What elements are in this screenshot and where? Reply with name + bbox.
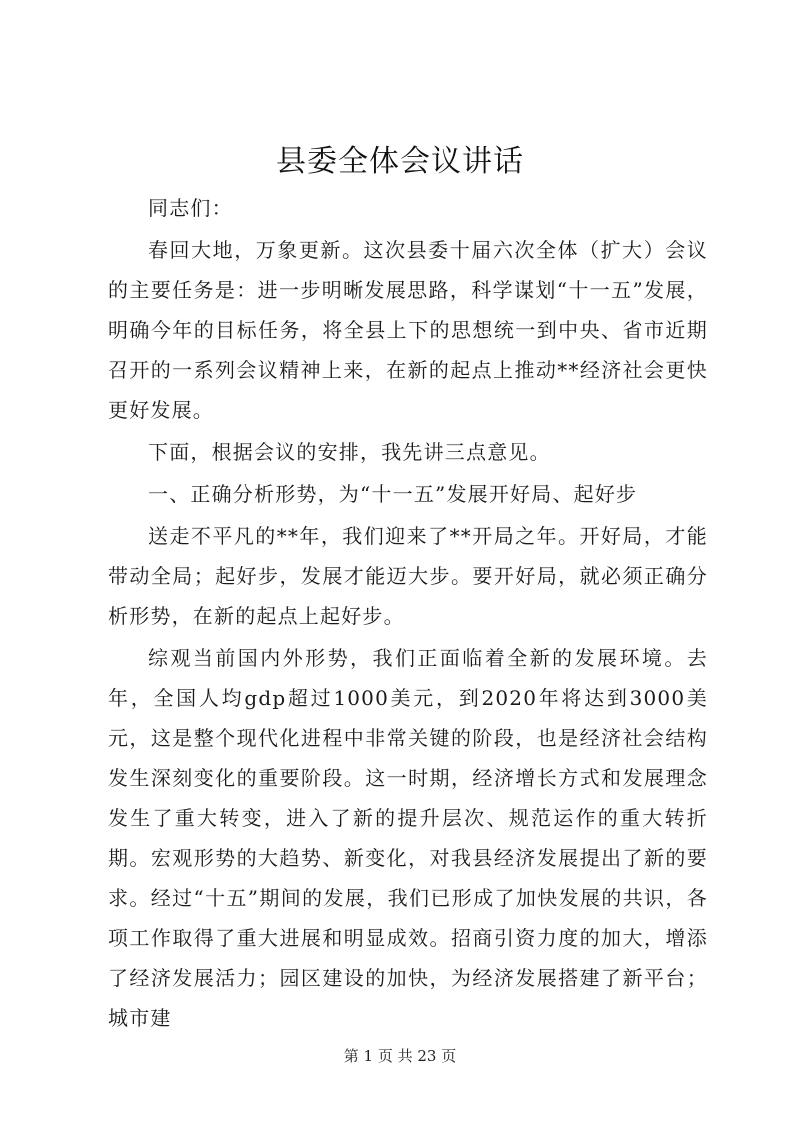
body-paragraph: 春回大地，万象更新。这次县委十届六次全体（扩大）会议的主要任务是：进一步明晰发展思路，科学谋划“十一五”发展，明确今年的目标任务，将全县上下的思想统一到中央、省市近期召开的一系列会议精神上来，在新的起点上推动**经济社会更快更好发展。 (108, 238, 708, 422)
salutation-paragraph: 同志们： (148, 196, 233, 220)
document-title: 县委全体会议讲话 (276, 144, 524, 179)
body-paragraph: 综观当前国内外形势，我们正面临着全新的发展环境。去年，全国人均gdp超过1000美元，到2020年将达到3000美元，这是整个现代化进程中非常关键的阶段，也是经济社会结构发生深刻变化的重要阶段。这一时期，经济增长方式和发展理念发生了重大转变，进入了新的提升层次、规范运作的重大转折期。宏观形势的大趋势、新变化，对我县经济发展提出了新的要求。经过“十五”期间的发展，我们已形成了加快发展的共识，各项工作取得了重大进展和明显成效。招商引资力度的加大，增添了经济发展活力；园区建设的加快，为经济发展搭建了新平台；城市建 (108, 646, 708, 1030)
body-paragraph: 下面，根据会议的安排，我先讲三点意见。 (148, 440, 551, 464)
section-heading: 一、正确分析形势，为“十一五”发展开好局、起好步 (148, 482, 638, 506)
body-paragraph: 送走不平凡的**年，我们迎来了**开局之年。开好局，才能带动全局；起好步，发展才能迈大步。要开好局，就必须正确分析形势，在新的起点上起好步。 (108, 524, 708, 628)
document-body (108, 188, 708, 1040)
page-number-footer: 第 1 页 共 23 页 (343, 1047, 457, 1065)
